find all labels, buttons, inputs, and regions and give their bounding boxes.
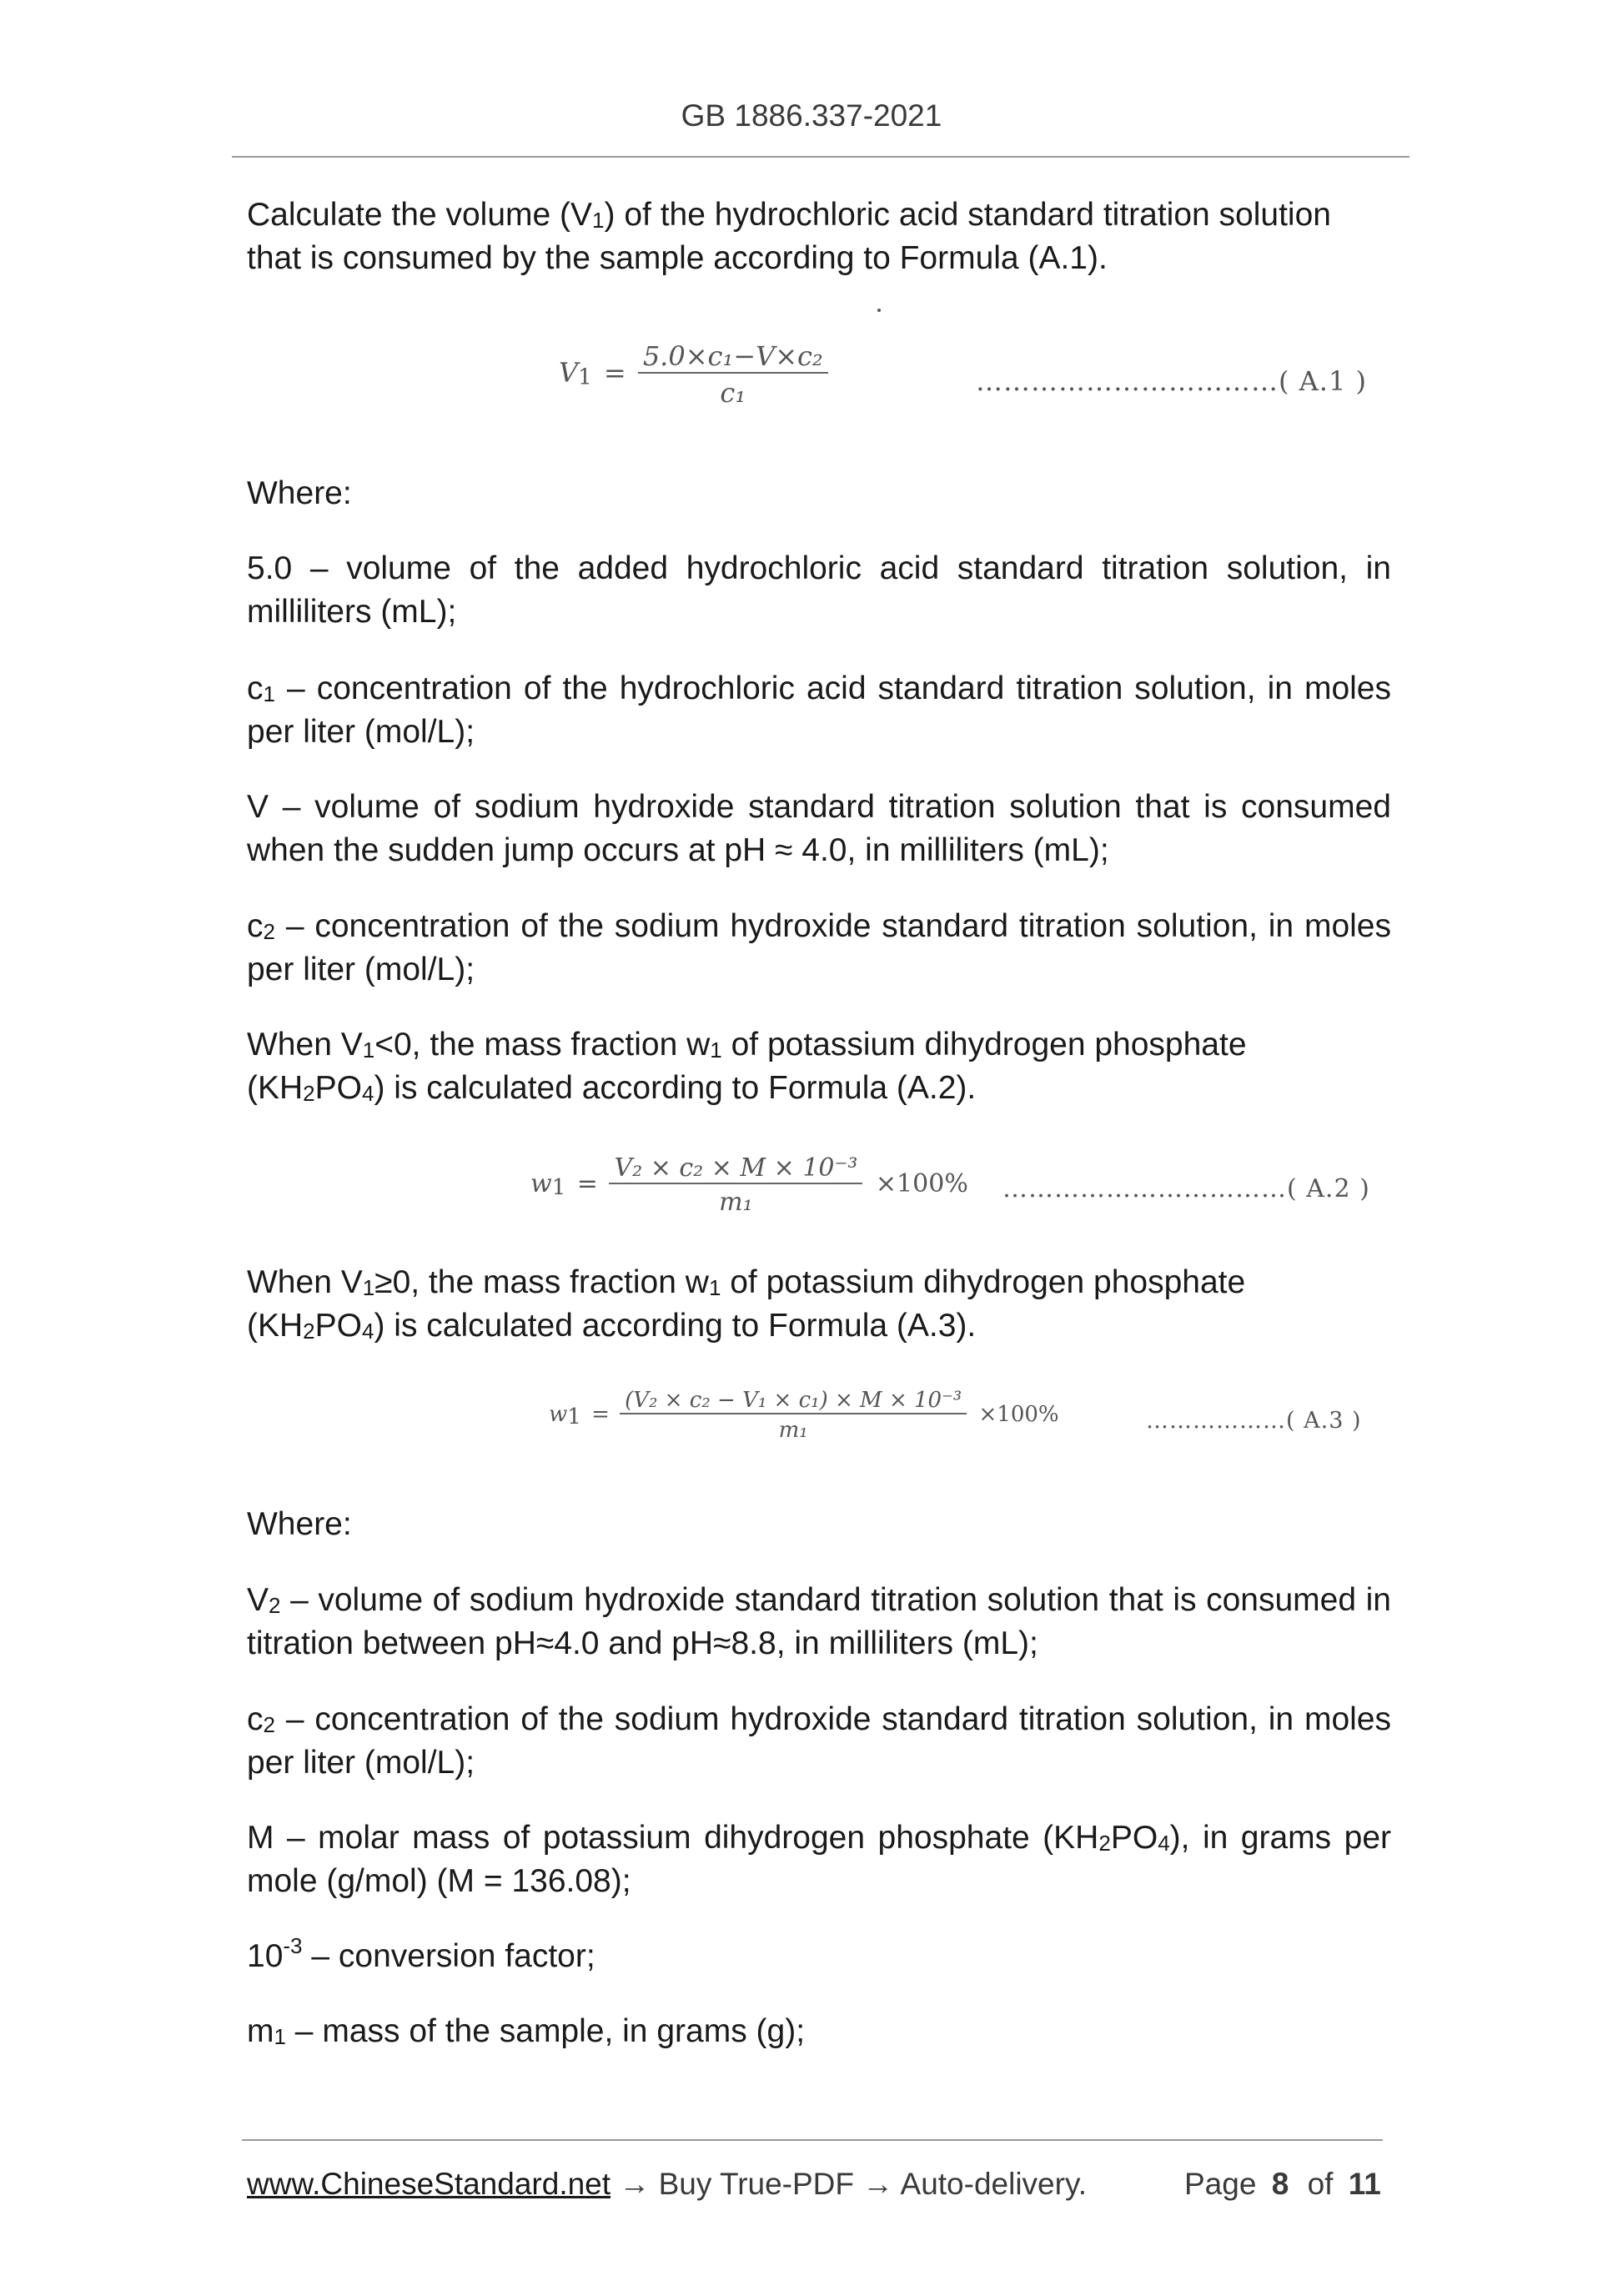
formula-a2-fraction: $\frac{\text{V₂ × c₂ × M × 10⁻³}}{\text{m₁}}$: [609, 1153, 862, 1217]
def-v2: V2 – volume of sodium hydroxide standard titration solution that is consumed in titration between pH≈4.0 and pH≈8.8, in milliliters (mL);: [247, 1582, 1391, 1661]
def-5-0: 5.0 – volume of the added hydrochloric acid standard titration solution, in milliliters (mL);: [247, 550, 1391, 630]
def-c2: c2 – concentration of the sodium hydroxide standard titration solution, in moles per liter (mol/L);: [247, 908, 1391, 987]
formula-a2-leader: ……………………………( A.2 ): [1002, 1174, 1370, 1203]
formula-a1-leader: ……………………………( A.1 ): [976, 365, 1367, 397]
where-label-2: Where:: [247, 1506, 352, 1542]
def-m-molar: M – molar mass of potassium dihydrogen phosphate (KH2PO4), in grams per mole (g/mol) (M = 136.08);: [247, 1820, 1392, 1899]
footer-page-number: Page 8 of 11: [1184, 2167, 1381, 2201]
def-v: V – volume of sodium hydroxide standard titration solution that is consumed when the sudden jump occurs at pH ≈ 4.0, in milliliters (mL);: [247, 789, 1391, 868]
footer-website-link[interactable]: www.ChineseStandard.net: [247, 2167, 611, 2201]
header-divider: [232, 156, 1409, 158]
def-c2-second: c2 – concentration of the sodium hydroxide standard titration solution, in moles per liter (mol/L);: [247, 1701, 1391, 1781]
formula-a3-leader: ………………( A.3 ): [1146, 1408, 1362, 1434]
formula-a1-fraction: $\frac{\text{5.0×c₁−V×c₂}}{\text{c₁}}$: [638, 340, 828, 409]
def-m1-mass: m1 – mass of the sample, in grams (g);: [247, 2013, 806, 2049]
formula-a2: w1 = $\frac{\text{V₂ × c₂ × M × 10⁻³}}{\text{m₁}}$ ×100%: [530, 1153, 968, 1217]
formula-a3: w1 = $\frac{\text{(V₂ × c₂ − V₁ × c₁) × M × 10⁻³}}{\text{m₁}}$ ×100%: [549, 1388, 1059, 1443]
condition-a3: When V1≥0, the mass fraction w1 of potassium dihydrogen phosphate (KH2PO4) is calculated according to Formula (A.3).: [247, 1264, 1246, 1344]
intro-paragraph: Calculate the volume (V1) of the hydrochloric acid standard titration solution that is consumed by the sample according to Formula (A.1).: [247, 197, 1331, 276]
formula-a3-fraction: $\frac{\text{(V₂ × c₂ − V₁ × c₁) × M × 10⁻³}}{\text{m₁}}$: [620, 1388, 967, 1443]
where-label-1: Where:: [247, 475, 352, 511]
footer-divider: [242, 2139, 1383, 2141]
footer-left: www.ChineseStandard.net → Buy True-PDF → Auto-delivery.: [247, 2167, 1087, 2201]
formula-a1: V1 = $\frac{\text{5.0×c₁−V×c₂}}{\text{c₁}}$: [559, 340, 828, 409]
condition-a2: When V1<0, the mass fraction w1 of potassium dihydrogen phosphate (KH2PO4) is calculated according to Formula (A.2).: [247, 1027, 1247, 1106]
page-header-title: GB 1886.337-2021: [681, 98, 942, 133]
def-c1: c1 – concentration of the hydrochloric acid standard titration solution, in moles per liter (mol/L);: [247, 671, 1391, 750]
stray-dot: [877, 309, 881, 312]
def-conversion-factor: $10^{-3}$ – conversion factor;: [247, 1933, 595, 1974]
